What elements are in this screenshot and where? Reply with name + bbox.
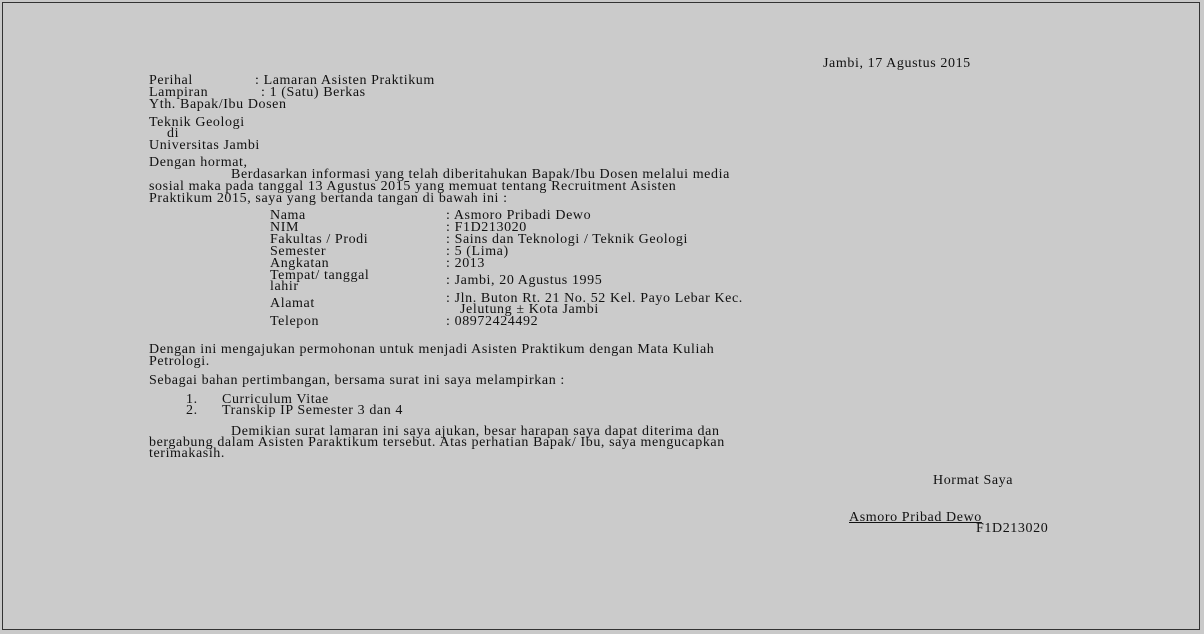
semester-value: : 5 (Lima)	[446, 244, 509, 259]
nama-label: Nama	[270, 208, 306, 223]
list-item: Curriculum Vitae	[222, 392, 329, 407]
telepon-label: Telepon	[270, 314, 320, 329]
attachments-intro: Sebagai bahan pertimbangan, bersama surat ini saya melampirkan :	[149, 373, 565, 388]
lampiran-value: : 1 (Satu) Berkas	[261, 85, 366, 100]
perihal-value: : Lamaran Asisten Praktikum	[255, 73, 435, 88]
request-line-2: Petrologi.	[149, 354, 210, 369]
fakultas-value: : Sains dan Teknologi / Teknik Geologi	[446, 232, 688, 247]
semester-label: Semester	[270, 244, 327, 259]
fakultas-label: Fakultas / Prodi	[270, 232, 369, 247]
ttl-label-1: Tempat/ tanggal	[270, 268, 370, 283]
signer-name: Asmoro Pribad Dewo	[849, 510, 982, 525]
closing-line-3: terimakasih.	[149, 446, 226, 461]
ttl-value: : Jambi, 20 Agustus 1995	[446, 273, 603, 288]
regards: Hormat Saya	[933, 473, 1014, 488]
nama-value: : Asmoro Pribadi Dewo	[446, 208, 592, 223]
alamat-value-1: : Jln. Buton Rt. 21 No. 52 Kel. Payo Lebar Kec.	[446, 291, 743, 306]
closing-line-2: bergabung dalam Asisten Paraktikum tersebut. Atas perhatian Bapak/ Ibu, saya mengucapkan	[149, 435, 725, 450]
nim-label: NIM	[270, 220, 300, 235]
closing-line-1: Demikian surat lamaran ini saya ajukan, besar harapan saya dapat diterima dan	[231, 424, 720, 439]
letter-page	[2, 2, 1200, 630]
list-item-number: 2.	[186, 403, 198, 418]
request-line-1: Dengan ini mengajukan permohonan untuk menjadi Asisten Praktikum dengan Mata Kuliah	[149, 342, 715, 357]
perihal-label: Perihal	[149, 73, 193, 88]
ttl-label-2: lahir	[270, 279, 299, 294]
list-item: Transkip IP Semester 3 dan 4	[222, 403, 404, 418]
lampiran-label: Lampiran	[149, 85, 209, 100]
alamat-value-2: Jelutung ± Kota Jambi	[460, 302, 599, 317]
intro-line-2: sosial maka pada tanggal 13 Agustus 2015 yang memuat tentang Recruitment Asisten	[149, 179, 677, 194]
place-date: Jambi, 17 Agustus 2015	[823, 56, 971, 71]
list-item-number: 1.	[186, 392, 198, 407]
signer-nim: F1D213020	[976, 521, 1049, 536]
recipient-line3: Universitas Jambi	[149, 138, 260, 153]
intro-line-3: Praktikum 2015, saya yang bertanda tangan di bawah ini :	[149, 191, 508, 206]
angkatan-value: : 2013	[446, 256, 485, 271]
recipient-line1: Teknik Geologi	[149, 115, 245, 130]
nim-value: : F1D213020	[446, 220, 527, 235]
alamat-label: Alamat	[270, 296, 315, 311]
telepon-value: : 08972424492	[446, 314, 539, 329]
yth-line: Yth. Bapak/Ibu Dosen	[149, 97, 287, 112]
intro-line-1: Berdasarkan informasi yang telah diberitahukan Bapak/Ibu Dosen melalui media	[231, 167, 730, 182]
recipient-line2: di	[167, 126, 180, 141]
greeting: Dengan hormat,	[149, 155, 248, 170]
angkatan-label: Angkatan	[270, 256, 330, 271]
